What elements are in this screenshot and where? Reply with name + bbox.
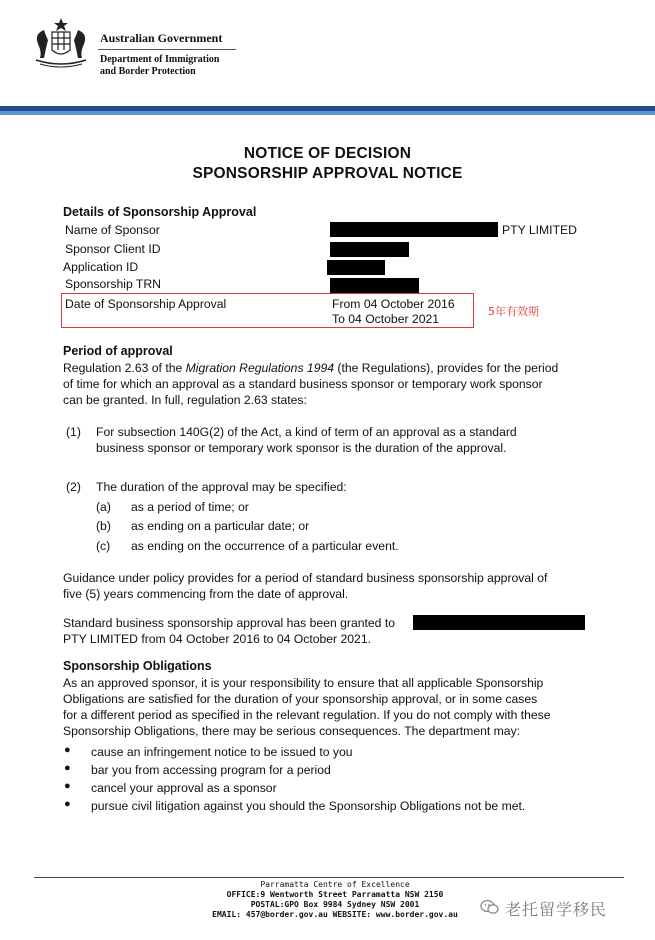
approval-date-from: From 04 October 2016	[332, 297, 455, 311]
obligation-bullet-2: bar you from accessing program for a period	[91, 763, 331, 777]
header-band-light	[0, 111, 655, 115]
redaction-client-id	[330, 242, 409, 257]
coat-of-arms-icon	[30, 14, 92, 76]
sub-item-a-text: as a period of time; or	[131, 500, 249, 514]
label-sponsor-client-id: Sponsor Client ID	[65, 242, 161, 256]
watermark-text: 老托留学移民	[505, 900, 608, 919]
approval-date-to: To 04 October 2021	[332, 312, 440, 326]
period-intro-line-2: of time for which an approval as a standard business sponsor or temporary work sponsor	[63, 377, 543, 391]
obligation-bullet-4: pursue civil litigation against you should the Sponsorship Obligations not be met.	[91, 799, 526, 813]
details-heading: Details of Sponsorship Approval	[63, 205, 257, 219]
label-name-of-sponsor: Name of Sponsor	[65, 223, 160, 237]
notice-title: NOTICE OF DECISION	[243, 145, 412, 162]
validity-annotation: 5年有效期	[488, 305, 539, 318]
header-divider	[98, 49, 236, 50]
obligation-bullet-1: cause an infringement notice to be issued to you	[91, 745, 353, 759]
clause-1-number: (1)	[66, 425, 81, 439]
value-name-of-sponsor: PTY LIMITED	[502, 223, 577, 237]
label-application-id: Application ID	[63, 260, 139, 274]
clause-2-text: The duration of the approval may be specified:	[96, 480, 347, 494]
period-intro-line-3: can be granted. In full, regulation 2.63 states:	[63, 393, 307, 407]
label-date-of-approval: Date of Sponsorship Approval	[65, 297, 227, 311]
department-line-1: Department of Immigration	[100, 54, 220, 65]
guidance-line-1: Guidance under policy provides for a period of standard business sponsorship approval of	[63, 571, 548, 585]
redaction-trn	[330, 278, 419, 293]
clause-1-line-2: business sponsor or temporary work sponsor is the duration of the approval.	[96, 441, 507, 455]
obligations-line-1: As an approved sponsor, it is your responsibility to ensure that all applicable Sponsorship	[63, 676, 544, 690]
redaction-application-id	[327, 260, 385, 275]
sub-item-a-number: (a)	[96, 500, 111, 514]
obligations-line-3: for a different period as specified in the relevant regulation. If you do not comply with these	[63, 708, 551, 722]
label-sponsorship-trn: Sponsorship TRN	[65, 277, 161, 291]
footer-divider	[34, 877, 624, 878]
sub-item-c-number: (c)	[96, 539, 111, 553]
granted-line-2: PTY LIMITED from 04 October 2016 to 04 October 2021.	[63, 632, 372, 646]
clause-2-number: (2)	[66, 480, 81, 494]
intro-text-a: Regulation 2.63 of the	[63, 361, 186, 375]
obligations-heading: Sponsorship Obligations	[63, 659, 212, 673]
sub-item-b-number: (b)	[96, 519, 111, 533]
sub-item-b-text: as ending on a particular date; or	[131, 519, 310, 533]
bullet-icon: ●	[64, 798, 71, 810]
obligation-bullet-3: cancel your approval as a sponsor	[91, 781, 277, 795]
footer-office-address: OFFICE:9 Wentworth Street Parramatta NSW 2150	[226, 890, 444, 899]
department-line-2: and Border Protection	[100, 66, 196, 77]
government-title: Australian Government	[100, 31, 223, 45]
department-name	[100, 54, 219, 78]
obligations-line-2: Obligations are satisfied for the duration of your sponsorship approval, or in some cases	[63, 692, 538, 706]
redaction-sponsor-name	[330, 222, 498, 237]
footer-contact: EMAIL: 457@border.gov.au WEBSITE: www.border.gov.au	[212, 910, 458, 919]
guidance-line-2: five (5) years commencing from the date of approval.	[63, 587, 349, 601]
clause-1-line-1: For subsection 140G(2) of the Act, a kind of term of an approval as a standard	[96, 425, 517, 439]
bullet-icon: ●	[64, 780, 71, 792]
period-intro-line-1	[63, 360, 558, 376]
granted-line-1: Standard business sponsorship approval has been granted to	[63, 616, 395, 630]
chat-bubbles-icon	[480, 899, 500, 915]
intro-regulation-title: Migration Regulations 1994	[185, 361, 335, 375]
bullet-icon: ●	[64, 762, 71, 774]
footer-postal-address: POSTAL:GPO Box 9984 Sydney NSW 2001	[250, 900, 420, 909]
intro-text-b: (the Regulations), provides for the period	[334, 361, 559, 375]
sub-item-c-text: as ending on the occurrence of a particular event.	[131, 539, 399, 553]
period-heading: Period of approval	[63, 344, 173, 358]
redaction-granted-sponsor	[413, 615, 585, 630]
footer-office-name: Parramatta Centre of Excellence	[260, 880, 410, 889]
bullet-icon: ●	[64, 744, 71, 756]
obligations-line-4: Sponsorship Obligations, there may be serious consequences. The department may:	[63, 724, 521, 738]
notice-subtitle: SPONSORSHIP APPROVAL NOTICE	[192, 165, 463, 182]
